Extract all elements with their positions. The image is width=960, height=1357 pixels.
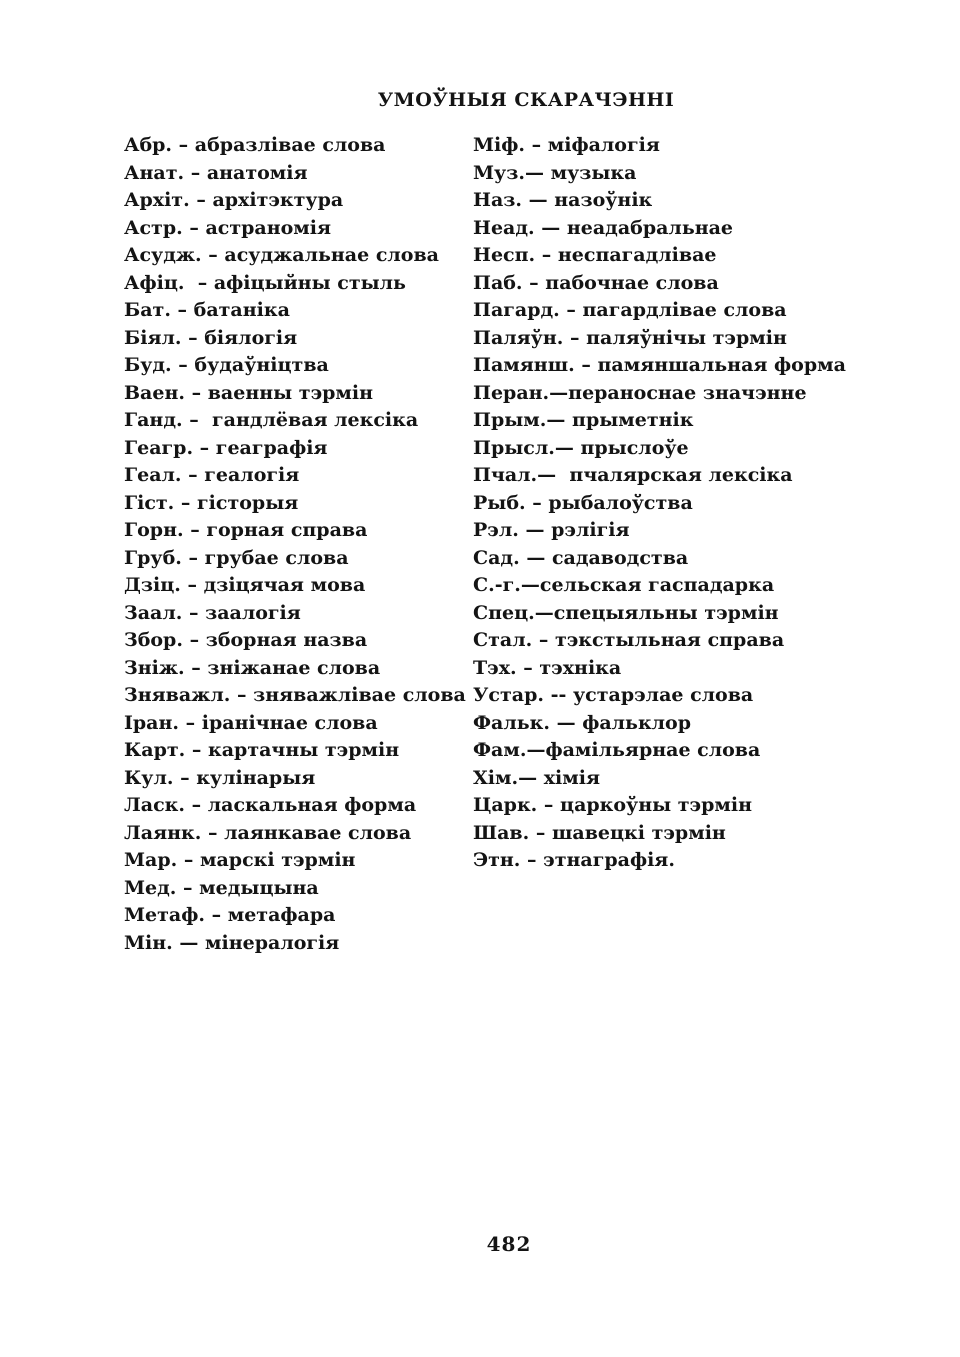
abbreviation: С.-г. bbox=[473, 574, 521, 596]
abbreviation-entry bbox=[473, 737, 846, 765]
abbreviation-meaning: ласкальная форма bbox=[207, 794, 417, 816]
abbreviation-entry bbox=[473, 352, 846, 380]
dash-separator: — bbox=[526, 739, 546, 761]
abbreviation-entry bbox=[473, 545, 846, 573]
abbreviation-meaning: неспагадлівае bbox=[557, 244, 717, 266]
dash-separator: — bbox=[520, 574, 540, 596]
abbreviation-meaning: мінералогія bbox=[205, 931, 340, 954]
abbreviation-entry bbox=[473, 600, 846, 628]
abbreviation-entry bbox=[124, 187, 466, 215]
abbreviation-meaning: горная справа bbox=[206, 519, 368, 541]
dash-separator: – bbox=[182, 409, 212, 431]
abbreviation: Рыб. bbox=[473, 491, 526, 514]
abbreviation-meaning: марскі тэрмін bbox=[199, 849, 356, 871]
abbreviation-meaning: абразлівае слова bbox=[194, 134, 386, 156]
abbreviation: Іран. bbox=[124, 711, 180, 734]
abbreviation-meaning: рэлігія bbox=[551, 519, 630, 541]
abbreviation-entry bbox=[124, 490, 466, 518]
abbreviation: Геагр. bbox=[124, 436, 194, 459]
abbreviation-entry bbox=[473, 655, 846, 683]
dash-separator: – bbox=[537, 794, 561, 816]
abbreviation-entry bbox=[124, 242, 466, 270]
abbreviation-entry bbox=[473, 132, 846, 160]
dash-separator: – bbox=[535, 244, 558, 266]
abbreviation-meaning: батаніка bbox=[193, 299, 290, 321]
dash-separator: – bbox=[174, 491, 198, 514]
abbreviation-entry bbox=[124, 682, 466, 710]
abbreviation: Збор. bbox=[124, 629, 183, 651]
abbreviation: Асудж. bbox=[124, 244, 202, 266]
dash-separator: — bbox=[534, 216, 567, 239]
abbreviation: Архіт. bbox=[124, 189, 190, 211]
abbreviation-meaning: афіцыйны стыль bbox=[213, 271, 406, 294]
abbreviation: Буд. bbox=[124, 354, 172, 376]
dash-separator: – bbox=[182, 601, 206, 624]
abbreviation: Мар. bbox=[124, 849, 178, 871]
dash-separator: – bbox=[181, 546, 205, 569]
abbreviation: Карт. bbox=[124, 739, 186, 761]
dash-separator: – bbox=[184, 161, 207, 184]
dash-separator: – bbox=[184, 381, 208, 404]
dash-separator: – bbox=[193, 436, 216, 459]
page-title: УМОЎНЫЯ СКАРАЧЭННІ bbox=[377, 88, 675, 111]
abbreviation-entry bbox=[124, 160, 466, 188]
abbreviation: Дзіц. bbox=[124, 574, 181, 596]
abbreviation-entry bbox=[473, 407, 846, 435]
abbreviation-meaning: дзіцячая мова bbox=[203, 574, 366, 596]
abbreviation: Паляўн. bbox=[473, 326, 564, 349]
dash-separator: – bbox=[171, 354, 195, 376]
dash-separator: – bbox=[532, 629, 555, 651]
dash-separator: – bbox=[183, 519, 207, 541]
abbreviation-meaning: прыслоўе bbox=[580, 436, 689, 459]
abbreviation-entry bbox=[124, 215, 466, 243]
dash-separator: — bbox=[549, 381, 569, 404]
abbreviation-entry bbox=[124, 710, 466, 738]
abbreviation: Астр. bbox=[124, 216, 183, 239]
abbreviation-entry bbox=[473, 297, 846, 325]
abbreviation-entry bbox=[473, 765, 846, 793]
abbreviation-meaning: тэхніка bbox=[539, 656, 622, 679]
abbreviation-meaning: неадабральнае bbox=[566, 216, 734, 239]
abbreviation-entry bbox=[124, 517, 466, 545]
dash-separator: – bbox=[559, 299, 583, 321]
abbreviation-entry bbox=[473, 435, 846, 463]
abbreviation: Груб. bbox=[124, 546, 182, 569]
dash-separator: – bbox=[181, 326, 205, 349]
abbreviation: Ваен. bbox=[124, 381, 185, 404]
abbreviation-entry bbox=[473, 517, 846, 545]
abbreviation: Біял. bbox=[124, 326, 182, 349]
abbreviation-meaning: геалогія bbox=[204, 464, 300, 486]
abbreviation-entry bbox=[124, 902, 466, 930]
abbreviation-entry bbox=[473, 820, 846, 848]
abbreviation: Неад. bbox=[473, 216, 535, 239]
dash-separator: — bbox=[172, 931, 206, 954]
abbreviation: Муз. bbox=[473, 161, 525, 184]
abbreviation: Сад. bbox=[473, 546, 520, 569]
abbreviation: Рэл. bbox=[473, 519, 519, 541]
dash-separator: – bbox=[170, 299, 194, 321]
abbreviation: Пагард. bbox=[473, 299, 560, 321]
abbreviation-meaning: біялогія bbox=[204, 326, 298, 349]
abbreviation-entry bbox=[124, 352, 466, 380]
abbreviation-entry bbox=[124, 325, 466, 353]
abbreviation-entry bbox=[473, 490, 846, 518]
abbreviation-meaning: фальклор bbox=[582, 711, 692, 734]
dash-separator: – bbox=[230, 684, 254, 706]
dash-separator: — bbox=[522, 189, 555, 211]
abbreviation: Прысл. bbox=[473, 436, 555, 459]
abbreviation-meaning: міфалогія bbox=[547, 134, 660, 156]
abbreviation: Пчал. bbox=[473, 464, 538, 486]
dash-separator: – bbox=[520, 849, 544, 871]
abbreviation-entry bbox=[473, 215, 846, 243]
abbreviation: Міф. bbox=[473, 134, 525, 156]
dash-separator: – bbox=[184, 656, 208, 679]
abbreviation-meaning: грубае слова bbox=[204, 546, 349, 569]
dash-separator: — bbox=[546, 409, 573, 431]
dash-separator: – bbox=[204, 904, 228, 926]
abbreviation: Ласк. bbox=[124, 794, 186, 816]
dash-separator: – bbox=[525, 491, 549, 514]
abbreviation-meaning: метафара bbox=[227, 904, 336, 926]
abbreviation: Мін. bbox=[124, 931, 173, 954]
abbreviation: Устар. bbox=[473, 684, 544, 706]
dash-separator: – bbox=[176, 876, 200, 899]
abbreviation-entry bbox=[124, 847, 466, 875]
abbreviation-entry bbox=[473, 682, 846, 710]
abbreviation-entry bbox=[124, 380, 466, 408]
abbreviation-entry bbox=[124, 792, 466, 820]
abbreviation-entry bbox=[124, 765, 466, 793]
abbreviation: Бат. bbox=[124, 299, 171, 321]
abbreviation-entry bbox=[473, 242, 846, 270]
abbreviation-meaning: зборная назва bbox=[205, 629, 368, 651]
abbreviation-meaning: гандлёвая лексіка bbox=[211, 409, 419, 431]
abbreviation-entry bbox=[124, 545, 466, 573]
abbreviation-entry bbox=[473, 627, 846, 655]
abbreviation: Заал. bbox=[124, 601, 183, 624]
dash-separator: – bbox=[563, 326, 587, 349]
abbreviation-meaning: картачны тэрмін bbox=[208, 739, 400, 761]
abbreviation-entry bbox=[473, 270, 846, 298]
dash-separator: — bbox=[534, 601, 554, 624]
dash-separator: – bbox=[516, 656, 540, 679]
abbreviation: Шав. bbox=[473, 821, 530, 844]
dash-separator: – bbox=[180, 574, 204, 596]
abbreviation-entry bbox=[124, 600, 466, 628]
abbreviation: Спец. bbox=[473, 601, 535, 624]
abbreviation: Перан. bbox=[473, 381, 550, 404]
abbreviation-entry bbox=[124, 627, 466, 655]
abbreviation-meaning: пераноснае значэнне bbox=[568, 381, 807, 404]
abbreviation: Ганд. bbox=[124, 409, 183, 431]
abbreviation: Царк. bbox=[473, 794, 538, 816]
dash-separator: – bbox=[172, 134, 195, 156]
abbreviation-entry bbox=[124, 875, 466, 903]
abbreviation-meaning: спецыяльны тэрмін bbox=[553, 601, 779, 624]
abbreviation-meaning: тэкстыльная справа bbox=[554, 629, 785, 651]
abbreviation-entry bbox=[473, 572, 846, 600]
abbreviation: Фам. bbox=[473, 739, 527, 761]
abbreviation-entry bbox=[473, 792, 846, 820]
dash-separator: — bbox=[537, 464, 570, 486]
abbreviation: Паб. bbox=[473, 271, 523, 294]
abbreviation-meaning: медыцына bbox=[199, 876, 319, 899]
dash-separator: – bbox=[201, 821, 225, 844]
abbreviation: Кул. bbox=[124, 766, 174, 789]
abbreviation-entry bbox=[124, 407, 466, 435]
dash-separator: – bbox=[184, 271, 214, 294]
dash-separator: – bbox=[173, 766, 197, 789]
dash-separator: — bbox=[554, 436, 581, 459]
dash-separator: — bbox=[524, 161, 551, 184]
abbreviation-entry bbox=[473, 160, 846, 188]
abbreviation-meaning: фамільярнае слова bbox=[545, 739, 761, 761]
dash-separator: – bbox=[182, 216, 206, 239]
abbreviation-meaning: шавецкі тэрмін bbox=[551, 821, 726, 844]
abbreviation-meaning: этнаграфія. bbox=[543, 849, 675, 871]
abbreviation-meaning: асуджальнае слова bbox=[224, 244, 439, 266]
abbreviation: Мед. bbox=[124, 876, 177, 899]
dash-separator: — bbox=[549, 711, 583, 734]
abbreviation: Зніж. bbox=[124, 656, 185, 679]
page-number: 482 bbox=[486, 1232, 532, 1256]
abbreviation-meaning: назоўнік bbox=[554, 189, 653, 211]
abbreviation-entry bbox=[473, 380, 846, 408]
abbreviation-meaning: ваенны тэрмін bbox=[207, 381, 374, 404]
abbreviation: Зняважл. bbox=[124, 684, 231, 706]
abbreviation: Стал. bbox=[473, 629, 533, 651]
abbreviation-meaning: будаўніцтва bbox=[194, 354, 329, 376]
abbreviation: Анат. bbox=[124, 161, 185, 184]
abbreviation-entry bbox=[473, 462, 846, 490]
abbreviation: Фальк. bbox=[473, 711, 550, 734]
abbreviations-right-column bbox=[473, 132, 846, 875]
dash-separator: – bbox=[574, 354, 598, 376]
abbreviation: Горн. bbox=[124, 519, 184, 541]
abbreviation-meaning: пабочнае слова bbox=[545, 271, 719, 294]
dash-separator: – bbox=[185, 739, 209, 761]
dash-separator: – bbox=[529, 821, 552, 844]
abbreviation-entry bbox=[124, 132, 466, 160]
abbreviation-meaning: хімія bbox=[543, 766, 601, 789]
abbreviation-meaning: зняважлівае слова bbox=[253, 684, 466, 706]
abbreviation-meaning: устарэлае слова bbox=[573, 684, 754, 706]
abbreviation: Этн. bbox=[473, 849, 521, 871]
dash-separator: – bbox=[201, 244, 225, 266]
abbreviation-entry bbox=[124, 572, 466, 600]
abbreviation-entry bbox=[124, 297, 466, 325]
abbreviation-meaning: анатомія bbox=[206, 161, 308, 184]
abbreviation-meaning: царкоўны тэрмін bbox=[560, 794, 753, 816]
abbreviation: Абр. bbox=[124, 134, 173, 156]
dash-separator: – bbox=[182, 629, 206, 651]
abbreviation-meaning: зніжанае слова bbox=[207, 656, 381, 679]
abbreviation-meaning: прыметнік bbox=[572, 409, 694, 431]
abbreviation-meaning: рыбалоўства bbox=[548, 491, 693, 514]
abbreviation: Прым. bbox=[473, 409, 547, 431]
abbreviation: Памянш. bbox=[473, 354, 575, 376]
abbreviation-meaning: заалогія bbox=[205, 601, 301, 624]
dash-separator: – bbox=[181, 464, 205, 486]
abbreviation: Наз. bbox=[473, 189, 523, 211]
abbreviation-meaning: геаграфія bbox=[215, 436, 328, 459]
abbreviation-entry bbox=[124, 655, 466, 683]
abbreviation-entry bbox=[124, 930, 466, 958]
abbreviation: Тэх. bbox=[473, 656, 517, 679]
dash-separator: — bbox=[518, 519, 552, 541]
abbreviation: Несп. bbox=[473, 244, 536, 266]
dash-separator: – bbox=[522, 271, 546, 294]
abbreviation-meaning: садаводства bbox=[551, 546, 689, 569]
abbreviation-entry bbox=[473, 187, 846, 215]
abbreviation-meaning: пчалярская лексіка bbox=[569, 464, 793, 486]
abbreviation-meaning: архітэктура bbox=[212, 189, 344, 211]
dash-separator: – bbox=[525, 134, 548, 156]
abbreviation-meaning: памяншальная форма bbox=[597, 354, 846, 376]
abbreviation-meaning: музыка bbox=[550, 161, 637, 184]
abbreviation-meaning: іранічнае слова bbox=[201, 711, 378, 734]
abbreviation-meaning: паляўнічы тэрмін bbox=[586, 326, 787, 349]
dash-separator: – bbox=[179, 711, 202, 734]
dash-separator: – bbox=[177, 849, 200, 871]
abbreviation: Геал. bbox=[124, 464, 182, 486]
dash-separator: — bbox=[519, 546, 552, 569]
abbreviations-left-column bbox=[124, 132, 466, 957]
abbreviation: Лаянк. bbox=[124, 821, 202, 844]
dash-separator: -- bbox=[543, 684, 573, 706]
abbreviation-entry bbox=[473, 847, 846, 875]
abbreviation-entry bbox=[124, 462, 466, 490]
abbreviation-meaning: пагардлівае слова bbox=[582, 299, 787, 321]
abbreviation-meaning: астраномія bbox=[205, 216, 332, 239]
abbreviation-entry bbox=[124, 270, 466, 298]
abbreviation-meaning: кулінарыя bbox=[196, 766, 316, 789]
abbreviation-entry bbox=[124, 435, 466, 463]
abbreviation: Метаф. bbox=[124, 904, 205, 926]
abbreviation-entry bbox=[124, 820, 466, 848]
abbreviation: Гіст. bbox=[124, 491, 175, 514]
abbreviation-meaning: сельская гаспадарка bbox=[539, 574, 775, 596]
dash-separator: — bbox=[518, 766, 544, 789]
abbreviation-entry bbox=[473, 710, 846, 738]
abbreviation: Афіц. bbox=[124, 271, 185, 294]
abbreviation-entry bbox=[473, 325, 846, 353]
abbreviation-meaning: гісторыя bbox=[197, 491, 299, 514]
abbreviation-meaning: лаянкавае слова bbox=[224, 821, 412, 844]
dash-separator: – bbox=[185, 794, 208, 816]
abbreviation-entry bbox=[124, 737, 466, 765]
abbreviation: Хім. bbox=[473, 766, 519, 789]
dash-separator: – bbox=[189, 189, 213, 211]
